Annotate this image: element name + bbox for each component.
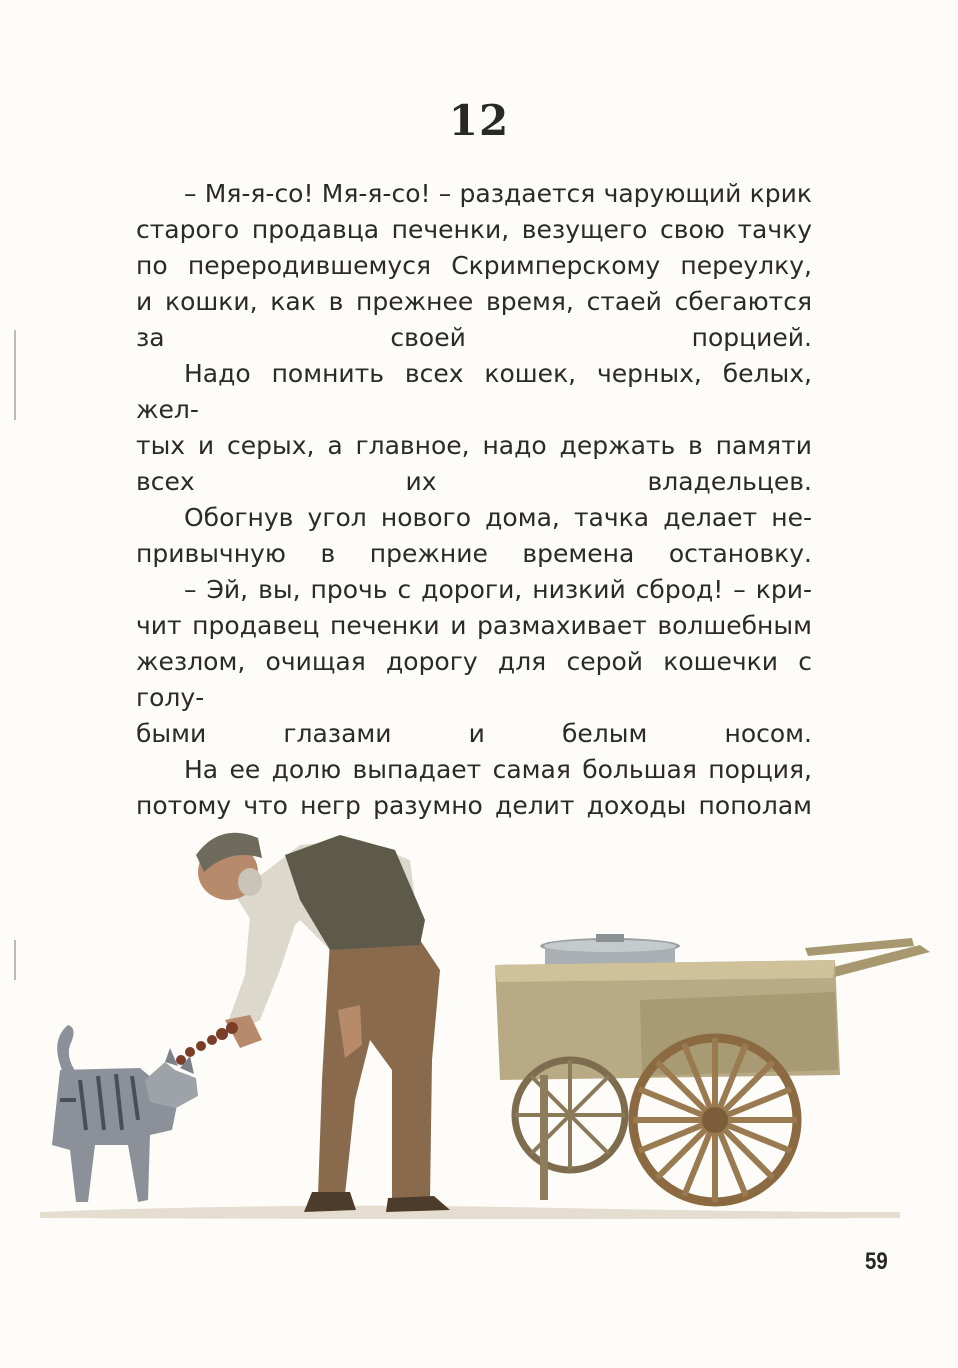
paragraph bbox=[136, 500, 812, 572]
paragraph bbox=[136, 356, 812, 500]
text-line: по переродившемуся Скримперскому переулку, bbox=[136, 251, 812, 280]
text-line: и кошки, как в прежнее время, стаей сбегаются bbox=[136, 287, 812, 316]
text-line: потому что негр разумно делит доходы пополам bbox=[136, 791, 812, 820]
chapter-number: 12 bbox=[448, 96, 510, 145]
paragraph bbox=[136, 572, 812, 752]
text-line: чит продавец печенки и размахивает волшебным bbox=[136, 611, 812, 640]
cat bbox=[52, 1025, 198, 1202]
paragraph bbox=[136, 176, 812, 356]
body-text bbox=[136, 176, 812, 824]
ground-shadow bbox=[40, 1206, 900, 1219]
old-man bbox=[176, 833, 450, 1212]
text-line: На ее долю выпадает самая большая порция, bbox=[184, 755, 812, 784]
page-edge-mark bbox=[14, 330, 16, 420]
text-line: всех их владельцев. bbox=[136, 467, 812, 496]
page-number: 59 bbox=[865, 1248, 888, 1275]
text-line: старого продавца печенки, везущего свою тачку bbox=[136, 215, 812, 244]
text-line: – Мя-я-со! Мя-я-со! – раздается чарующий крик bbox=[184, 179, 812, 208]
text-line: привычную в прежние времена остановку. bbox=[136, 539, 812, 568]
illustration-man-cat-cart bbox=[0, 800, 958, 1240]
meat-pieces bbox=[176, 1022, 238, 1065]
text-line: жезлом, очищая дорогу для серой кошечки с голу- bbox=[136, 647, 812, 712]
text-line: быми глазами и белым носом. bbox=[136, 719, 812, 748]
text-line: тых и серых, а главное, надо держать в памяти bbox=[136, 431, 812, 460]
cart bbox=[495, 934, 930, 1202]
text-line: Надо помнить всех кошек, черных, белых, жел- bbox=[136, 359, 812, 424]
text-line: Обогнув угол нового дома, тачка делает не- bbox=[184, 503, 812, 532]
text-line: за своей порцией. bbox=[136, 323, 812, 352]
text-line: – Эй, вы, прочь с дороги, низкий сброд! – кри- bbox=[184, 575, 812, 604]
